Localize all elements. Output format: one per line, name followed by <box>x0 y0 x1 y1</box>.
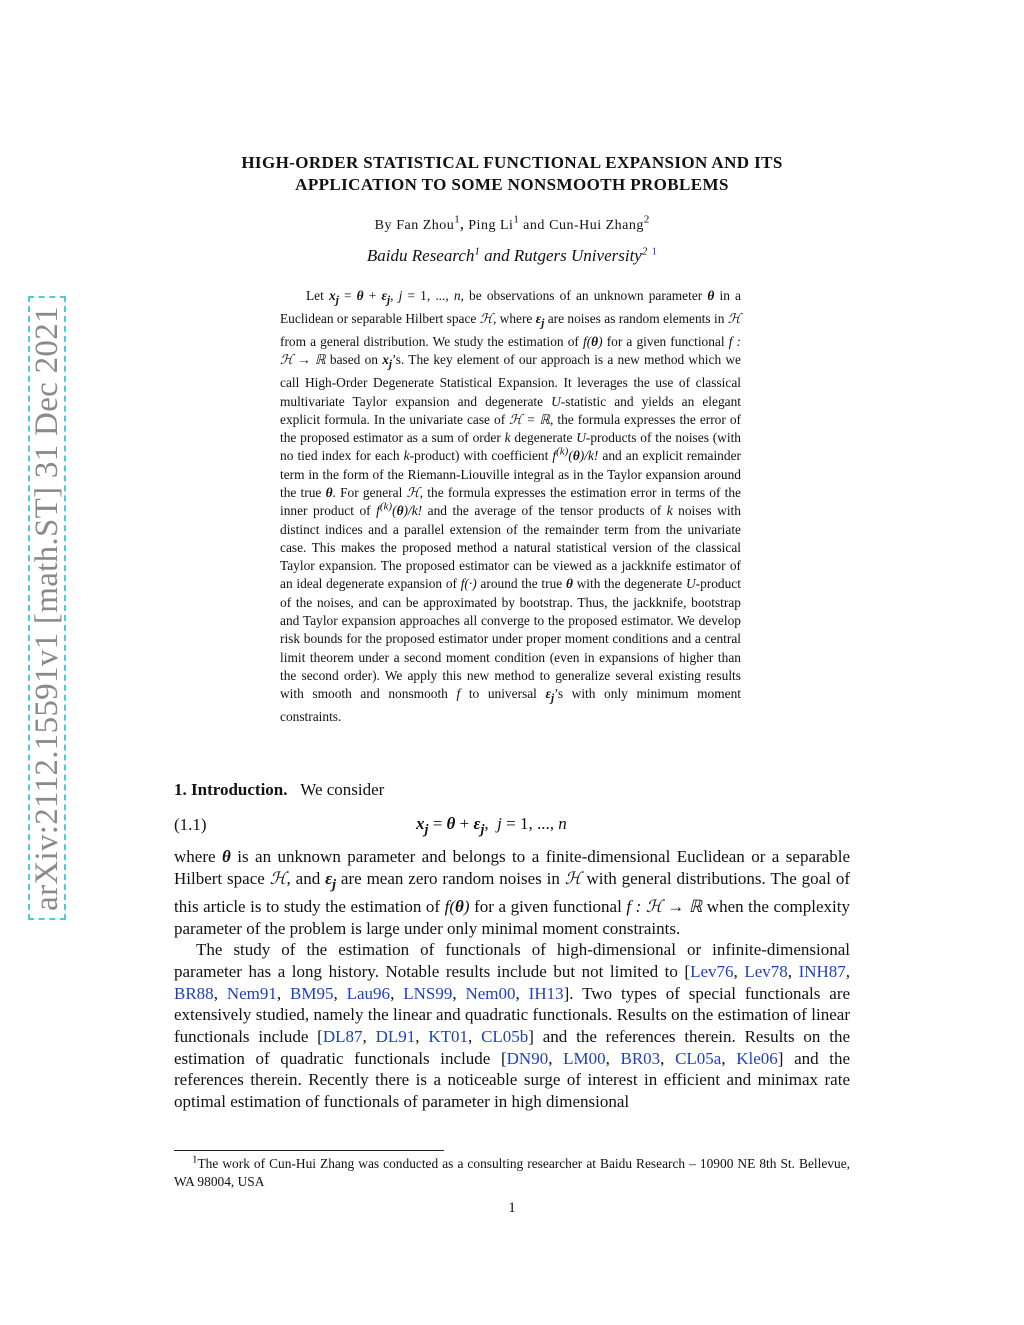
abstract-text: and the average of the tensor products of <box>422 503 667 519</box>
abstract-text: -statistic and yields an elegant explicit formula. In the univariate case of <box>280 393 741 427</box>
abstract <box>280 287 741 727</box>
body-text: is an unknown parameter and belongs to a finite-dimensional Euclidean or a separable Hilbert space <box>174 847 850 888</box>
author-fan-zhou: Fan Zhou <box>396 218 455 233</box>
abstract-text: to universal <box>460 686 546 702</box>
section-lead: We consider <box>300 780 385 799</box>
footnote-text: The work of Cun-Hui Zhang was conducted as a consulting researcher at Baidu Research – 10900 NE 8th St. Bellevue, WA 98004, USA <box>174 1156 850 1189</box>
citation-link[interactable]: CL05b <box>481 1027 529 1047</box>
citation-group-2: DL87, DL91, KT01, CL05b <box>322 1027 529 1047</box>
math-xj: $x_j$ <box>382 352 393 371</box>
abstract-text: with the degenerate <box>572 576 686 592</box>
math-theta: θ <box>356 288 364 303</box>
affil-mark: 2 <box>641 245 648 258</box>
abstract-text: , the formula expresses the error of the proposed estimator as a sum of order <box>280 411 741 446</box>
body-text: when the complexity parameter of the problem is large under only minimal moment constraints. <box>174 896 850 938</box>
math-theta: θ <box>565 576 573 592</box>
math-epsilon: $\varepsilon_j$ <box>325 868 337 893</box>
footnote <box>174 1155 850 1191</box>
citation-link[interactable]: IH13 <box>528 983 564 1003</box>
abstract-text: , where <box>492 310 536 326</box>
abstract-text: in a Euclidean or separable Hilbert space <box>280 288 742 326</box>
math-theta: θ <box>707 288 715 303</box>
citation-group-1: Lev76, Lev78, INH87, BR88, Nem91, BM95, Lau96, LNS99, Nem00, IH13 <box>174 961 851 1003</box>
math-h-equals-r: ℋ = ℝ <box>509 411 551 427</box>
citation-link[interactable]: BR03 <box>620 1048 661 1068</box>
citation-link[interactable]: CL05a <box>675 1048 722 1068</box>
affil-mark: 1 <box>474 245 480 258</box>
affiliation-line <box>150 246 874 266</box>
citation-link[interactable]: KT01 <box>428 1027 468 1047</box>
equation-number: (1.1) <box>174 815 207 834</box>
body-text: for a given functional <box>469 896 627 916</box>
footnote-mark: 1 <box>192 1153 198 1166</box>
citation-link[interactable]: Lev76 <box>690 961 734 981</box>
abstract-text: -products of the noises (with no tied index for each <box>280 430 741 464</box>
abstract-text: and an explicit remainder term in the form of the Riemann-Liouville integral as in the Taylor expansion around the true <box>280 448 741 500</box>
affiliation-rutgers: Rutgers University <box>513 246 642 265</box>
math-coefficient: $f^{(k)}(\theta)/k$! <box>376 500 423 519</box>
abstract-text: -product) with coefficient <box>409 448 553 464</box>
paper-title <box>150 152 874 196</box>
math-hilbert-space: ℋ <box>727 310 741 326</box>
abstract-text: ’s with only minimum moment constraints. <box>280 686 742 725</box>
math-functional: f : ℋ → ℝ <box>626 896 703 916</box>
math-epsilon: $\varepsilon_j$ <box>381 288 391 307</box>
citation-link[interactable]: LM00 <box>563 1048 606 1068</box>
footnote-ref-link[interactable]: 1 <box>651 245 658 258</box>
math-hilbert-space: ℋ <box>479 310 493 326</box>
page-number: 1 <box>508 1200 516 1216</box>
abstract-text: -product of the noises, and can be approximated by bootstrap. Thus, the jackknife, bootstrap and Taylor expansion approaches all converge to the proposed estimator. We develop risk bounds for the proposed estimator under proper moment conditions and a central limit theorem under a second moment condition (even in expansions of higher than the second order). We apply this new method to generalize several existing results with smooth and nonsmooth <box>280 576 741 702</box>
affiliation-baidu: Baidu Research <box>366 246 475 265</box>
footnote-paragraph <box>174 1155 850 1191</box>
abstract-text: for a given functional <box>602 333 729 349</box>
math-hilbert-space: ℋ <box>406 484 420 500</box>
body-text: ]. Two types of special functionals are extensively studied, namely the linear and quadratic functionals. Results on the estimation of linear functionals include [ <box>174 983 851 1047</box>
math-xj-model: $x_j$ <box>329 288 339 307</box>
abstract-text: are noises as random elements in <box>544 310 728 326</box>
section-introduction <box>174 780 850 800</box>
abstract-text: from a general distribution. We study the estimation of <box>280 333 583 349</box>
author-line <box>150 214 874 234</box>
math-u: U <box>551 393 561 409</box>
math-u: U <box>685 576 696 592</box>
abstract-paragraph: Let $x_j = \theta + \varepsilon_j$, j = 1, ..., n, be observations of an unknown parameter θ in a Euclidean or separable Hilbert space ℋ, where $\varepsilon_j$ are noises as random elements in ℋ from a general distribution. We study the estimation of f(θ) for a given functional f : ℋ → ℝ based on $x_j’s$. The key element of our approach is a new method which we call High-Order Degenerate Statistical Expansion. It leverages the use of classical multivariate Taylor expansion and degenerate U-statistic and yields an elegant explicit formula. In the univariate case of ℋ = ℝ, the formula expresses the error of the proposed estimator as a sum of order k degenerate U-products of the noises (with no tied index for each k-product) with coefficient $f^{(k)}(\theta)/k$! and an explicit remainder term in the form of the Riemann-Liouville integral as in the Taylor expansion around the true θ. For general ℋ, the formula expresses the estimation error in terms of the inner product of $f^{(k)}(\theta)/k$! and the average of the tensor products of k noises with distinct indices and a parallel extension of the remainder term from the univariate case. This makes the proposed method a natural statistical version of the classical Taylor expansion. The proposed estimator can be viewed as a jackknife estimator of an ideal degenerate expansion of f(·) around the true θ with the degenerate U-product of the noises, and can be approximated by bootstrap. Thus, the jackknife, bootstrap and Taylor expansion approaches all converge to the proposed estimator. We develop risk bounds for the proposed estimator under proper moment conditions and a central limit theorem under a second moment condition (even in expansions of higher than the second order). We apply this new method to generalize several existing results with smooth and nonsmooth f to universal $\varepsilon_j’s$ with only minimum moment constraints. <box>280 288 742 725</box>
equation-1-1: $x_j = \theta + \varepsilon_j$, j = 1, ..., n <box>416 814 567 838</box>
arxiv-identifier[interactable]: arXiv:2112.15591v1 [math.ST] 31 Dec 2021 <box>28 305 65 911</box>
citation-link[interactable]: Nem91 <box>226 983 277 1003</box>
math-f-theta: f(θ) <box>582 333 603 349</box>
math-theta: θ <box>221 847 231 866</box>
author-separator: , <box>459 214 465 233</box>
footnote-rule <box>174 1150 444 1151</box>
citation-link[interactable]: DL91 <box>375 1027 416 1047</box>
math-k: k <box>504 430 511 446</box>
body-text: ] and the references therein. Recently there is a noticeable surge of interest in efficient and minimax rate optimal estimation of functionals of parameter in high dimensional <box>174 1048 851 1112</box>
body-text: , and <box>286 868 326 888</box>
math-epsilon: $\varepsilon_j$ <box>545 686 555 705</box>
author-affil-mark: 2 <box>643 213 650 226</box>
abstract-text: ’s. The key element of our approach is a new method which we call High-Order Degenerate Statistical Expansion. It leverages the use of classical multivariate Taylor expansion and degenerate <box>280 352 741 409</box>
math-k: k <box>403 448 410 464</box>
affiliation-and: and <box>484 246 510 265</box>
title-line-1: HIGH-ORDER STATISTICAL FUNCTIONAL EXPANSION AND ITS <box>241 153 783 172</box>
abstract-text: noises with distinct indices and a parallel extension of the remainder term from the univariate case. This makes the proposed method a natural statistical version of the classical Taylor expansion. The proposed estimator can be viewed as a jackknife estimator of an ideal degenerate expansion of <box>280 503 741 592</box>
math-hilbert-space: ℋ <box>269 868 287 888</box>
intro-paragraph-1 <box>174 846 850 939</box>
math-index: j <box>398 288 403 303</box>
math-theta: θ <box>325 484 333 500</box>
abstract-text: based on <box>325 352 383 368</box>
citation-link[interactable]: Nem00 <box>465 983 516 1003</box>
math-coefficient: $f^{(k)}(\theta)/k$! <box>552 445 599 464</box>
math-hilbert-space: ℋ <box>564 868 582 888</box>
abstract-text: , the formula expresses the estimation error in terms of the inner product of <box>280 484 741 519</box>
math-f-dot: f(·) <box>460 576 477 592</box>
section-heading: 1. Introduction. <box>174 780 288 799</box>
intro-paragraph-2 <box>174 939 850 1113</box>
abstract-text: around the true <box>476 576 566 592</box>
body-text: ] and the references therein. Results on the estimation of quadratic functionals include [ <box>174 1027 851 1068</box>
math-k: k <box>666 503 673 519</box>
math-u: U <box>576 430 586 446</box>
citation-link[interactable]: DN90 <box>506 1048 549 1068</box>
math-epsilon: $\varepsilon_j$ <box>535 310 545 330</box>
abstract-text: Let <box>306 288 329 303</box>
and-label: and <box>523 218 545 233</box>
math-f: f <box>456 686 461 702</box>
author-affil-mark: 1 <box>454 213 460 226</box>
citation-link[interactable]: BR88 <box>174 983 214 1003</box>
body-text: with general distributions. The goal of this article is to study the estimation of <box>174 868 850 916</box>
abstract-text: degenerate <box>510 430 577 446</box>
author-affil-mark: 1 <box>513 213 519 226</box>
abstract-text: . For general <box>332 484 407 500</box>
math-f-theta: f(θ) <box>444 896 470 916</box>
citation-group-3: DN90, LM00, BR03, CL05a, Kle06 <box>506 1048 778 1068</box>
title-line-2: APPLICATION TO SOME NONSMOOTH PROBLEMS <box>295 175 729 194</box>
introduction-body <box>174 846 850 1113</box>
body-text: where <box>174 847 222 866</box>
arxiv-stamp <box>28 296 66 920</box>
author-cun-hui-zhang: Cun-Hui Zhang <box>549 218 644 233</box>
citation-link[interactable]: LNS99 <box>403 983 453 1003</box>
math-functional: f : ℋ → ℝ <box>280 333 741 368</box>
citation-link[interactable]: Lev78 <box>744 961 788 981</box>
body-text: are mean zero random noises in <box>336 868 565 888</box>
author-ping-li: Ping Li <box>468 218 514 233</box>
citation-link[interactable]: Kle06 <box>736 1048 778 1068</box>
math-n: n <box>453 288 461 303</box>
citation-link[interactable]: BM95 <box>290 983 334 1003</box>
by-label: By <box>374 218 392 233</box>
abstract-text: , be observations of an unknown parameter <box>460 288 703 303</box>
citation-link[interactable]: INH87 <box>798 961 846 981</box>
body-text: The study of the estimation of functionals of high-dimensional or infinite-dimensional parameter has a long history. Notable results include but not limited to [ <box>174 940 850 981</box>
citation-link[interactable]: DL87 <box>322 1027 363 1047</box>
citation-link[interactable]: Lau96 <box>346 983 391 1003</box>
